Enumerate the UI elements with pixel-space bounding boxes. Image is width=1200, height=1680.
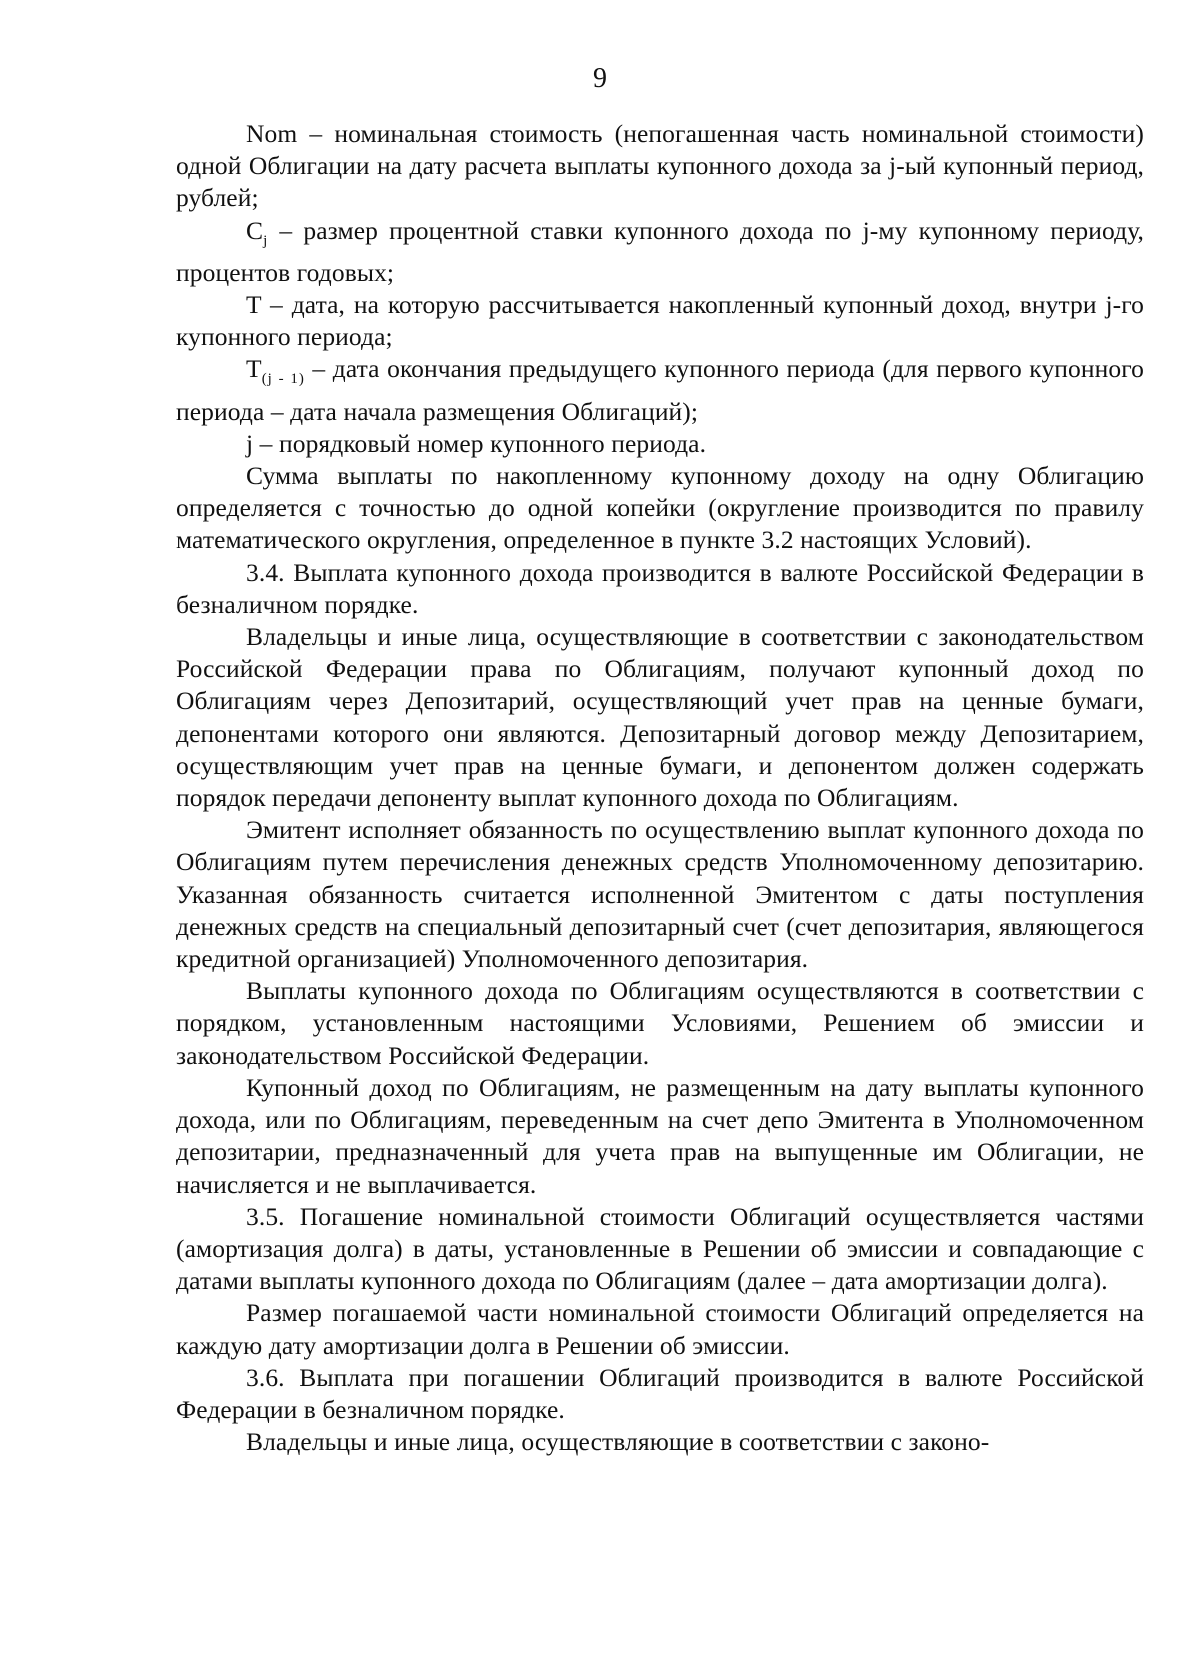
- symbol-t: T: [246, 290, 262, 320]
- definition-t: [176, 289, 1144, 353]
- page-body: [176, 118, 1144, 1458]
- definition-nom-text: – номинальная стоимость (непогашенная часть номинальной стоимости) одной Облигации на дату расчета выплаты купонного дохода за j-ый купонный период, рублей;: [176, 119, 1144, 213]
- definition-j: [176, 428, 1144, 460]
- symbol-tj1-subscript: (j - 1): [261, 371, 305, 388]
- paragraph-payments: Выплаты купонного дохода по Облигациям осуществляются в соответствии с порядком, установленным настоящими Условиями, Решением об эмиссии и законодательством Российской Федерации.: [176, 976, 1144, 1070]
- definition-tj1-text: – дата окончания предыдущего купонного периода (для первого купонного периода – дата начала размещения Облигаций);: [176, 354, 1145, 426]
- symbol-nom: Nom: [246, 119, 298, 148]
- symbol-cj-main: C: [246, 215, 264, 245]
- definition-tj1: [176, 353, 1144, 427]
- paragraph-3-6: 3.6. Выплата при погашении Облигаций производится в валюте Российской Федерации в безналичном порядке.: [176, 1362, 1144, 1424]
- symbol-tj1: [246, 354, 305, 388]
- definition-nom: [176, 118, 1144, 215]
- paragraph-3-4: 3.4. Выплата купонного дохода производится в валюте Российской Федерации в безналичном порядке.: [176, 557, 1144, 619]
- symbol-tj1-main: T: [246, 354, 262, 384]
- paragraph-owners-continued: Владельцы и иные лица, осуществляющие в соответствии с законо-: [246, 1427, 990, 1457]
- symbol-j: j: [246, 428, 254, 458]
- paragraph-amortization-size: Размер погашаемой части номинальной стоимости Облигаций определяется на каждую дату амортизации долга в Решении об эмиссии.: [176, 1298, 1144, 1360]
- paragraph-coupon-sum: Сумма выплаты по накопленному купонному доходу на одну Облигацию определяется с точностью до одной копейки (округление производится по правилу математического округления, определенное в пункте 3.2 настоящих Условий).: [176, 461, 1144, 555]
- page-number: 9: [593, 63, 607, 94]
- definition-cj: [176, 215, 1144, 289]
- definition-t-text: – дата, на которую рассчитывается накопленный купонный доход, внутри j-го купонного периода;: [176, 290, 1144, 352]
- paragraph-not-placed: Купонный доход по Облигациям, не размещенным на дату выплаты купонного дохода, или по Облигациям, переведенным на счет депо Эмитента в Уполномоченном депозитарии, предназначенный для учета прав на выпущенные им Облигации, не начисляется и не выплачивается.: [176, 1072, 1144, 1199]
- symbol-cj: [246, 215, 269, 249]
- paragraph-owners: Владельцы и иные лица, осуществляющие в соответствии с законодательством Российской Федерации права по Облигациям, получают купонный доход по Облигациям через Депозитарий, осуществляющий учет прав на ценные бумаги, депонентами которого они являются. Депозитарный договор между Депозитарием, осуществляющим учет прав на ценные бумаги, и депонентом должен содержать порядок передачи депоненту выплат купонного дохода по Облигациям.: [176, 622, 1144, 813]
- definition-j-text: – порядковый номер купонного периода.: [253, 428, 707, 458]
- paragraph-issuer-obligation: Эмитент исполняет обязанность по осуществлению выплат купонного дохода по Облигациям путем перечисления денежных средств Уполномоченному депозитарию. Указанная обязанность считается исполненной Эмитентом с даты поступления денежных средств на специальный депозитарный счет (счет депозитария, являющегося кредитной организацией) Уполномоченного депозитария.: [176, 815, 1144, 974]
- definition-cj-text: – размер процентной ставки купонного дохода по j-му купонному периоду, процентов годовых;: [176, 215, 1144, 287]
- paragraph-3-5: 3.5. Погашение номинальной стоимости Облигаций осуществляется частями (амортизация долга) в даты, установленные в Решении об эмиссии и совпадающие с датами выплаты купонного дохода по Облигациям (далее – дата амортизации долга).: [176, 1201, 1144, 1296]
- symbol-cj-subscript: j: [263, 232, 269, 249]
